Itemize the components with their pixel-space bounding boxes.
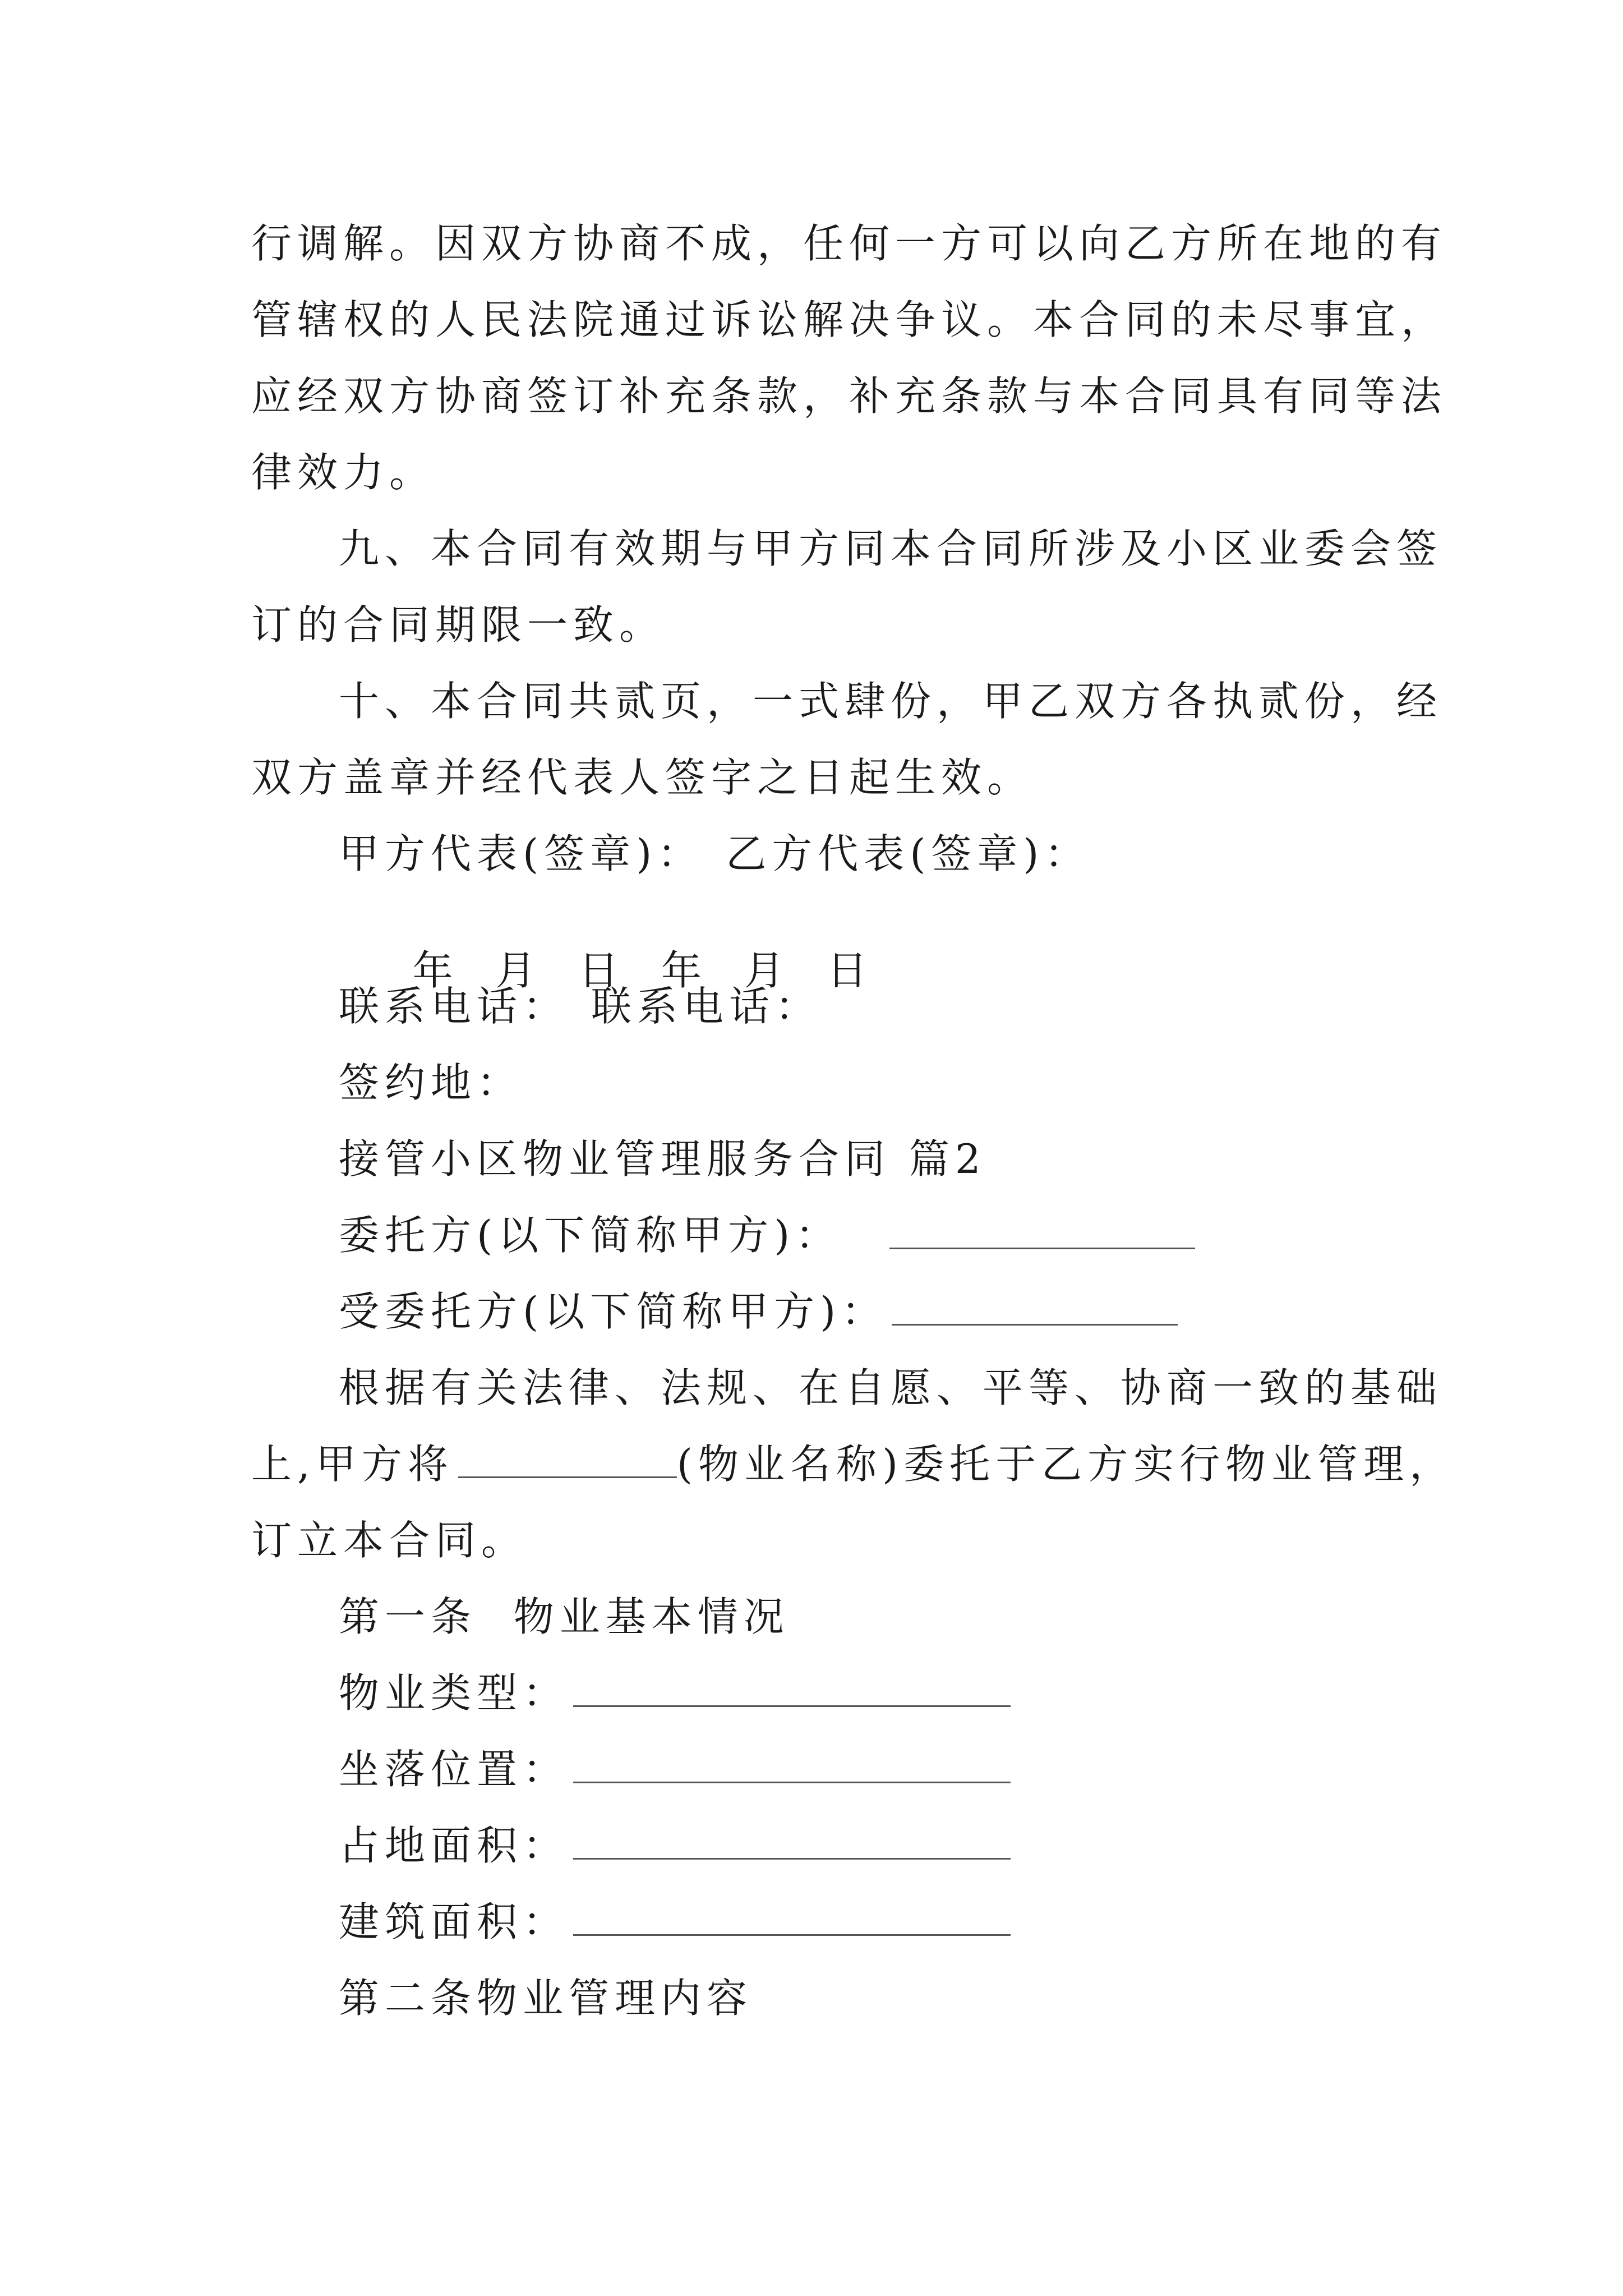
- property-type-label: 物业类型：: [339, 1669, 569, 1717]
- party-b-date: 年 月 日: [661, 947, 873, 994]
- land-area-blank: [573, 1825, 1011, 1860]
- clause-ten-line: 十、本合同共贰页，一式肆份，甲乙双方各执贰份，经: [339, 678, 1443, 725]
- intro-line: 根据有关法律、法规、在自愿、平等、协商一致的基础: [339, 1364, 1443, 1411]
- location-field: [339, 1746, 1011, 1793]
- party-b-representative-label: 乙方代表(签章)：: [726, 830, 1091, 877]
- article-two-heading: 第二条物业管理内容: [339, 1975, 753, 2022]
- party-a-phone-label: 联系电话：: [339, 983, 569, 1030]
- section-title: 接管小区物业管理服务合同 篇2: [339, 1135, 986, 1182]
- principal-field: [339, 1212, 1195, 1259]
- agent-label: 受委托方(以下简称甲方)：: [339, 1288, 888, 1335]
- party-b-phone-label: 联系电话：: [591, 983, 822, 1030]
- land-area-label: 占地面积：: [339, 1822, 569, 1869]
- party-a-date: 年 月 日: [412, 947, 625, 994]
- paragraph-line: 行调解。因双方协商不成，任何一方可以向乙方所在地的有: [251, 220, 1447, 267]
- paragraph-line: 律效力。: [251, 449, 436, 496]
- principal-blank: [889, 1215, 1195, 1249]
- agent-field: [339, 1288, 1178, 1335]
- intro-line: 上,甲方将 (物业名称)委托于乙方实行物业管理，: [251, 1441, 1456, 1488]
- paragraph-line: 管辖权的人民法院通过诉讼解决争议。本合同的未尽事宜，: [251, 296, 1447, 343]
- intro-line: 订立本合同。: [251, 1517, 528, 1564]
- property-type-field: [339, 1669, 1011, 1717]
- building-area-blank: [573, 1902, 1011, 1936]
- building-area-field: [339, 1898, 1011, 1945]
- party-a-representative-label: 甲方代表(签章)：: [339, 830, 704, 877]
- article-one-heading: 第一条 物业基本情况: [339, 1593, 790, 1640]
- property-name-blank: [458, 1444, 677, 1478]
- clause-nine-line: 九、本合同有效期与甲方同本合同所涉及小区业委会签: [339, 525, 1443, 572]
- clause-nine-line: 订的合同期限一致。: [251, 601, 666, 648]
- principal-label: 委托方(以下简称甲方)：: [339, 1212, 842, 1259]
- building-area-label: 建筑面积：: [339, 1898, 569, 1945]
- signature-phones: [339, 983, 822, 1030]
- signing-place-label: 签约地：: [339, 1059, 523, 1106]
- paragraph-line: 应经双方协商签订补充条款，补充条款与本合同具有同等法: [251, 372, 1447, 420]
- agent-blank: [892, 1291, 1178, 1326]
- signature-representatives: [339, 830, 1091, 877]
- location-blank: [573, 1749, 1011, 1783]
- land-area-field: [339, 1822, 1011, 1869]
- location-label: 坐落位置：: [339, 1746, 569, 1793]
- property-type-blank: [573, 1673, 1011, 1707]
- clause-ten-line: 双方盖章并经代表人签字之日起生效。: [251, 754, 1034, 801]
